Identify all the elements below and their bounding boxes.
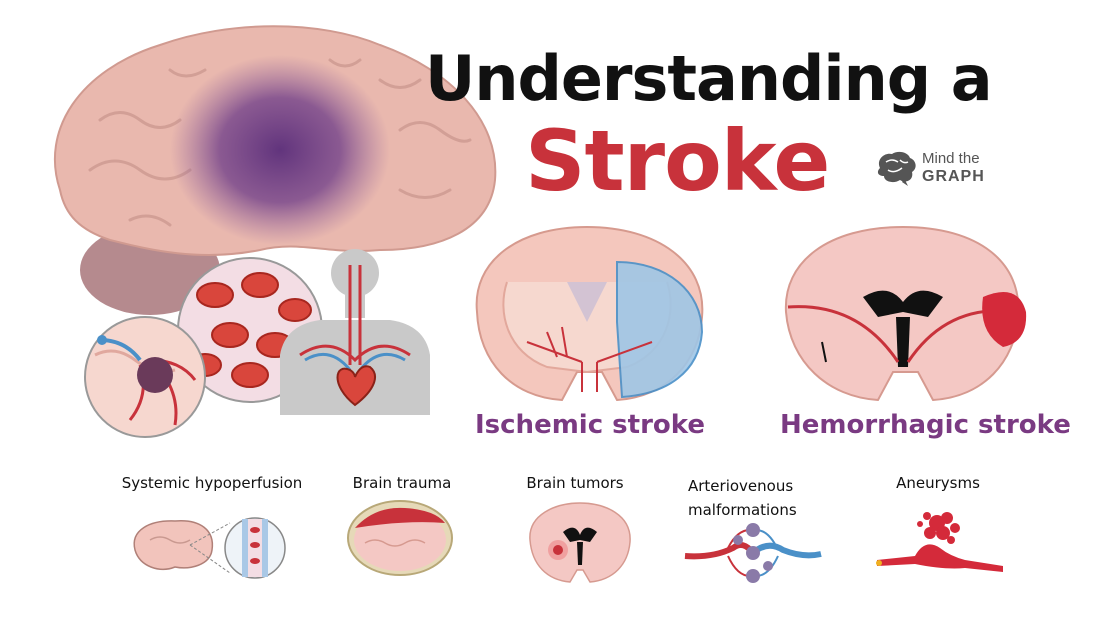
brain-logo-icon — [874, 150, 918, 186]
torso-circulation-illustration — [270, 245, 440, 415]
avm-illustration — [683, 518, 823, 588]
mind-the-graph-logo — [874, 148, 994, 190]
page-title-line1: Understanding a — [425, 42, 992, 115]
cause-label-brain-tumors: Brain tumors — [526, 474, 624, 492]
ischemic-brain-illustration — [467, 222, 712, 407]
brain-trauma-illustration — [345, 498, 455, 578]
brain-tumor-illustration — [525, 500, 635, 585]
cause-label-aneurysms: Aneurysms — [896, 474, 980, 492]
hemorrhagic-brain-illustration — [778, 222, 1033, 407]
cause-label-arteriovenous-malformations: Arteriovenous malformations — [688, 477, 797, 519]
cause-label-systemic-hypoperfusion: Systemic hypoperfusion — [121, 474, 303, 492]
logo-text-line1: Mind the — [922, 150, 980, 167]
hypoperfusion-illustration — [130, 515, 290, 580]
logo-text-line2: GRAPH — [922, 168, 985, 185]
aneurysm-illustration — [875, 508, 1005, 583]
ischemic-stroke-label: Ischemic stroke — [475, 410, 705, 440]
cause-label-brain-trauma: Brain trauma — [352, 474, 452, 492]
hemorrhagic-stroke-label: Hemorrhagic stroke — [780, 410, 1071, 440]
page-title-line2: Stroke — [525, 112, 830, 210]
clot-circle — [80, 315, 210, 440]
